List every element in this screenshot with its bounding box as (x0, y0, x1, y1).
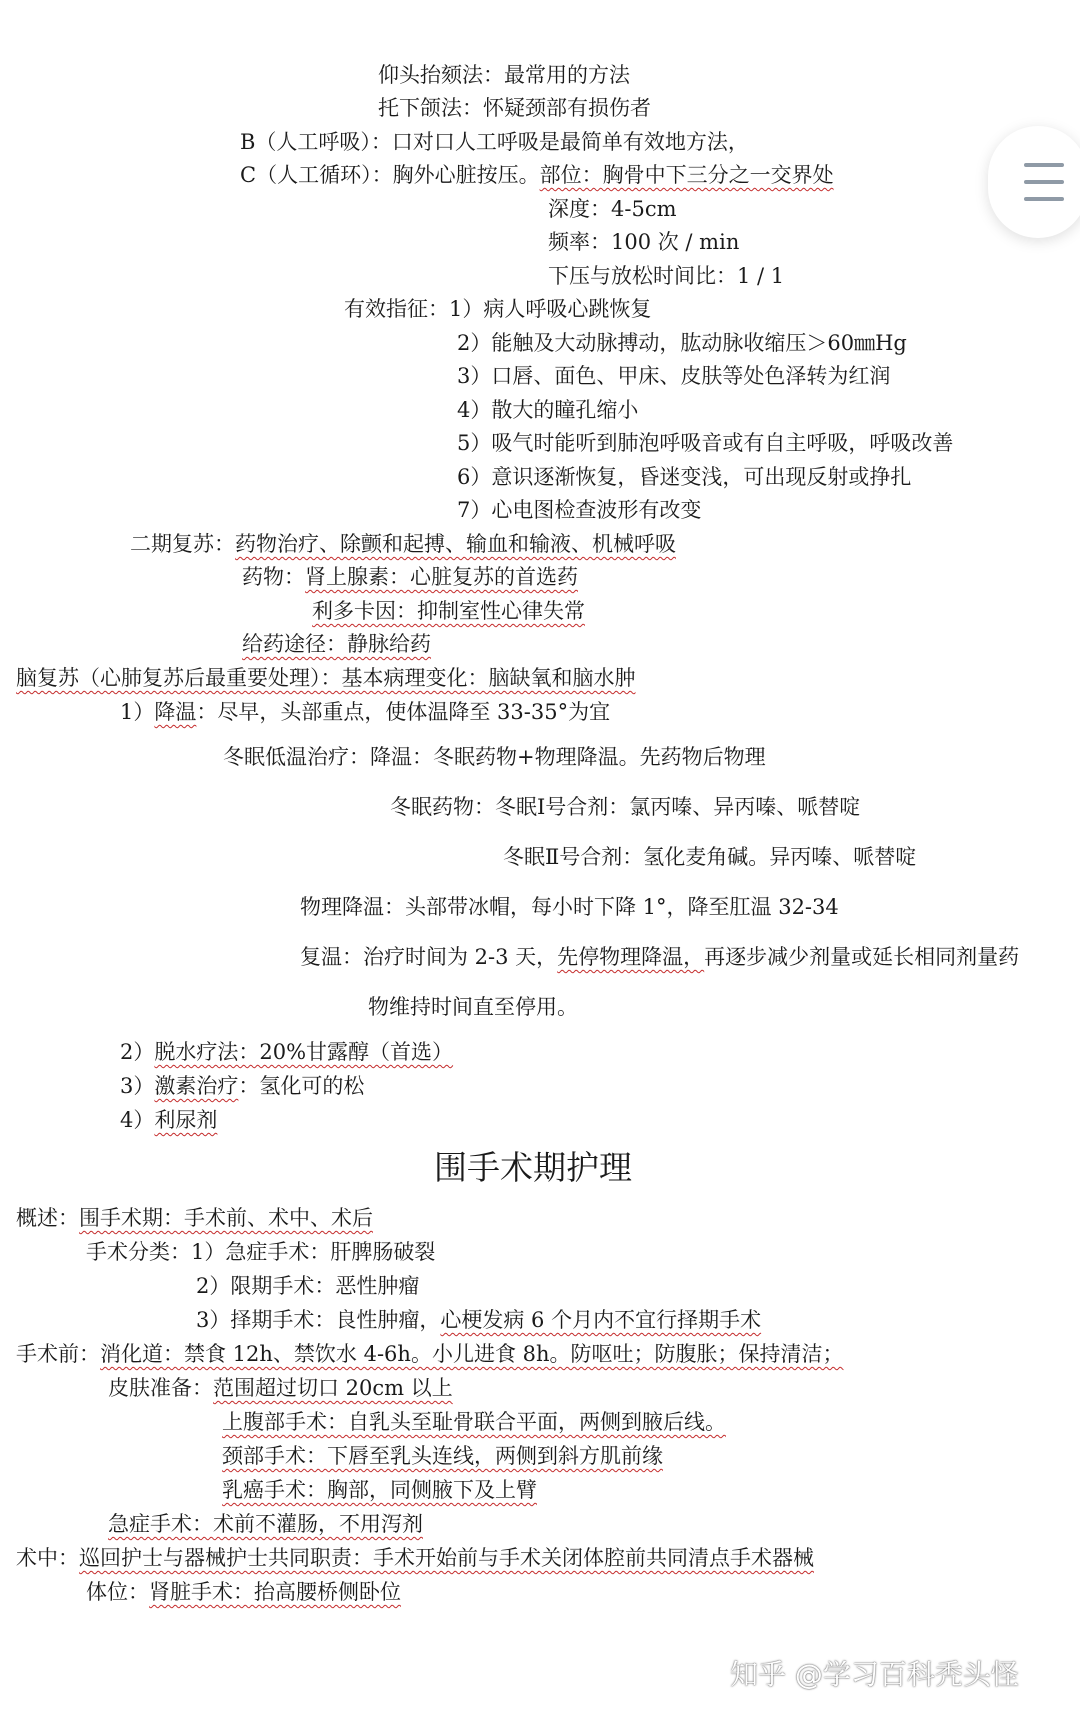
line-text: 术中： (16, 1546, 79, 1570)
line-text: 深度：4-5cm (548, 197, 677, 221)
underlined-text: 降温 (154, 700, 197, 724)
underlined-text: 急症手术：术前不灌肠，不用泻剂 (108, 1512, 423, 1536)
section-heading: 围手术期护理 (434, 1148, 632, 1187)
menu-button[interactable] (988, 126, 1080, 238)
text-line (548, 227, 739, 257)
underlined-text: 脱水疗法：20%甘露醇（首选） (154, 1040, 454, 1064)
text-line (120, 1105, 217, 1135)
text-line (120, 1037, 453, 1067)
text-line (196, 1305, 761, 1335)
text-line (378, 60, 630, 90)
underlined-text: 巡回护士与器械护士共同职责：手术开始前与手术关闭体腔前共同清点手术器械 (79, 1546, 814, 1570)
text-line (86, 1237, 435, 1267)
underlined-text: 范围超过切口 20cm 以上 (213, 1376, 453, 1400)
line-text: 仰头抬颏法：最常用的方法 (378, 63, 630, 87)
line-text: 4） (120, 1108, 155, 1132)
text-line (86, 1577, 401, 1607)
text-line (312, 596, 585, 626)
line-text: 有效指征：1）病人呼吸心跳恢复 (344, 297, 652, 321)
text-line (16, 663, 636, 693)
underlined-text: 利尿剂 (154, 1108, 218, 1132)
text-line (196, 1271, 419, 1301)
text-line (503, 842, 916, 872)
line-text: 下压与放松时间比：1 / 1 (548, 264, 785, 288)
text-line (548, 194, 677, 224)
line-text: 冬眠低温治疗：降温：冬眠药物+物理降温。先药物后物理 (223, 745, 766, 769)
line-text: 物维持时间直至停用。 (368, 995, 578, 1019)
underlined-text: 围手术期：手术前、术中、术后 (79, 1206, 373, 1230)
line-text: 药物： (242, 565, 305, 589)
text-line (240, 160, 834, 190)
line-text: 冬眠Ⅱ号合剂：氢化麦角碱。异丙嗪、哌替啶 (503, 845, 917, 869)
text-line (108, 1373, 453, 1403)
line-text: 体位： (86, 1580, 149, 1604)
text-line (120, 1071, 364, 1101)
line-text: 2）限期手术：恶性肿瘤 (196, 1274, 420, 1298)
text-line (368, 992, 578, 1022)
text-line (378, 93, 651, 123)
line-text: 5）吸气时能听到肺泡呼吸音或有自主呼吸，呼吸改善 (457, 431, 954, 455)
underlined-text: 给药途径：静脉给药 (242, 632, 431, 656)
text-line (390, 792, 860, 822)
text-line (16, 1543, 814, 1573)
line-text: 概述： (16, 1206, 79, 1230)
line-text: 冬眠药物：冬眠Ⅰ号合剂：氯丙嗪、异丙嗪、哌替啶 (390, 795, 861, 819)
text-line (130, 529, 676, 559)
line-text: 3） (120, 1074, 155, 1098)
text-line (457, 428, 953, 458)
line-text: 手术分类：1）急症手术：肝脾肠破裂 (86, 1240, 436, 1264)
line-text: 2）能触及大动脉搏动，肱动脉收缩压＞60㎜Hg (457, 331, 907, 355)
underlined-text: 脑复苏（心肺复苏后最重要处理）：基本病理变化：脑缺氧和脑水肿 (16, 666, 636, 690)
text-line (300, 942, 1019, 972)
text-line (222, 1475, 537, 1505)
line-text: 3）口唇、面色、甲床、皮肤等处色泽转为红润 (457, 364, 891, 388)
text-line (548, 261, 784, 291)
text-line (222, 1441, 663, 1471)
line-text: 7）心电图检查波形有改变 (457, 498, 702, 522)
text-line (120, 697, 610, 727)
text-line (222, 1407, 726, 1437)
line-text: 6）意识逐渐恢复，昏迷变浅，可出现反射或挣扎 (457, 465, 912, 489)
text-line (223, 742, 766, 772)
watermark: 知乎 @学习百科秃头怪 (730, 1658, 1019, 1691)
underlined-text: 肾脏手术：抬高腰桥侧卧位 (149, 1580, 401, 1604)
underlined-text: 上腹部手术：自乳头至耻骨联合平面，两侧到腋后线。 (222, 1410, 726, 1434)
line-text: 1） (120, 700, 155, 724)
line-text: 3）择期手术：良性肿瘤， (196, 1308, 441, 1332)
text-line (242, 562, 578, 592)
line-text: B（人工呼吸）：口对口人工呼吸是最简单有效地方法， (240, 130, 749, 154)
line-text: ：氢化可的松 (238, 1074, 365, 1098)
text-line (16, 1339, 844, 1369)
text-line (457, 328, 907, 358)
line-text: ：尽早，头部重点，使体温降至 33-35°为宜 (196, 700, 611, 724)
underlined-text: 乳癌手术：胸部，同侧腋下及上臂 (222, 1478, 537, 1502)
text-line (457, 361, 890, 391)
underlined-text: 激素治疗 (154, 1074, 239, 1098)
underlined-text: 心梗发病 6 个月内不宜行择期手术 (440, 1308, 762, 1332)
line-text: 物理降温：头部带冰帽，每小时下降 1°，降至肛温 32-34 (300, 895, 839, 919)
text-line (344, 294, 651, 324)
line-text: 复温：治疗时间为 2-3 天， (300, 945, 558, 969)
text-line (16, 1203, 373, 1233)
line-text: 2） (120, 1040, 155, 1064)
text-line (240, 127, 749, 157)
text-line (108, 1509, 423, 1539)
text-line (457, 495, 701, 525)
line-text: 4）散大的瞳孔缩小 (457, 398, 639, 422)
line-text: 二期复苏： (130, 532, 235, 556)
line-text: 手术前： (16, 1342, 100, 1366)
underlined-text: 药物治疗、除颤和起搏、输血和输液、机械呼吸 (235, 532, 676, 556)
underlined-text: 消化道：禁食 12h、禁饮水 4-6h。小儿进食 8h。防呕吐；防腹胀；保持清洁； (100, 1342, 844, 1366)
underlined-text: 颈部手术：下唇至乳头连线，两侧到斜方肌前缘 (222, 1444, 663, 1468)
underlined-text: 肾上腺素：心脏复苏的首选药 (305, 565, 578, 589)
line-text: 皮肤准备： (108, 1376, 213, 1400)
text-line (457, 395, 638, 425)
line-text: 频率：100 次 / min (548, 230, 740, 254)
line-text: 托下颌法：怀疑颈部有损伤者 (378, 96, 651, 120)
line-text: C（人工循环）：胸外心脏按压。 (240, 163, 540, 187)
underlined-text: 先停物理降温， (557, 945, 705, 969)
text-line (300, 892, 839, 922)
text-line (242, 629, 431, 659)
text-line (457, 462, 911, 492)
underlined-text: 部位：胸骨中下三分之一交界处 (539, 163, 834, 187)
line-text: 再逐步减少剂量或延长相同剂量药 (704, 945, 1020, 969)
underlined-text: 利多卡因：抑制室性心律失常 (312, 599, 585, 623)
